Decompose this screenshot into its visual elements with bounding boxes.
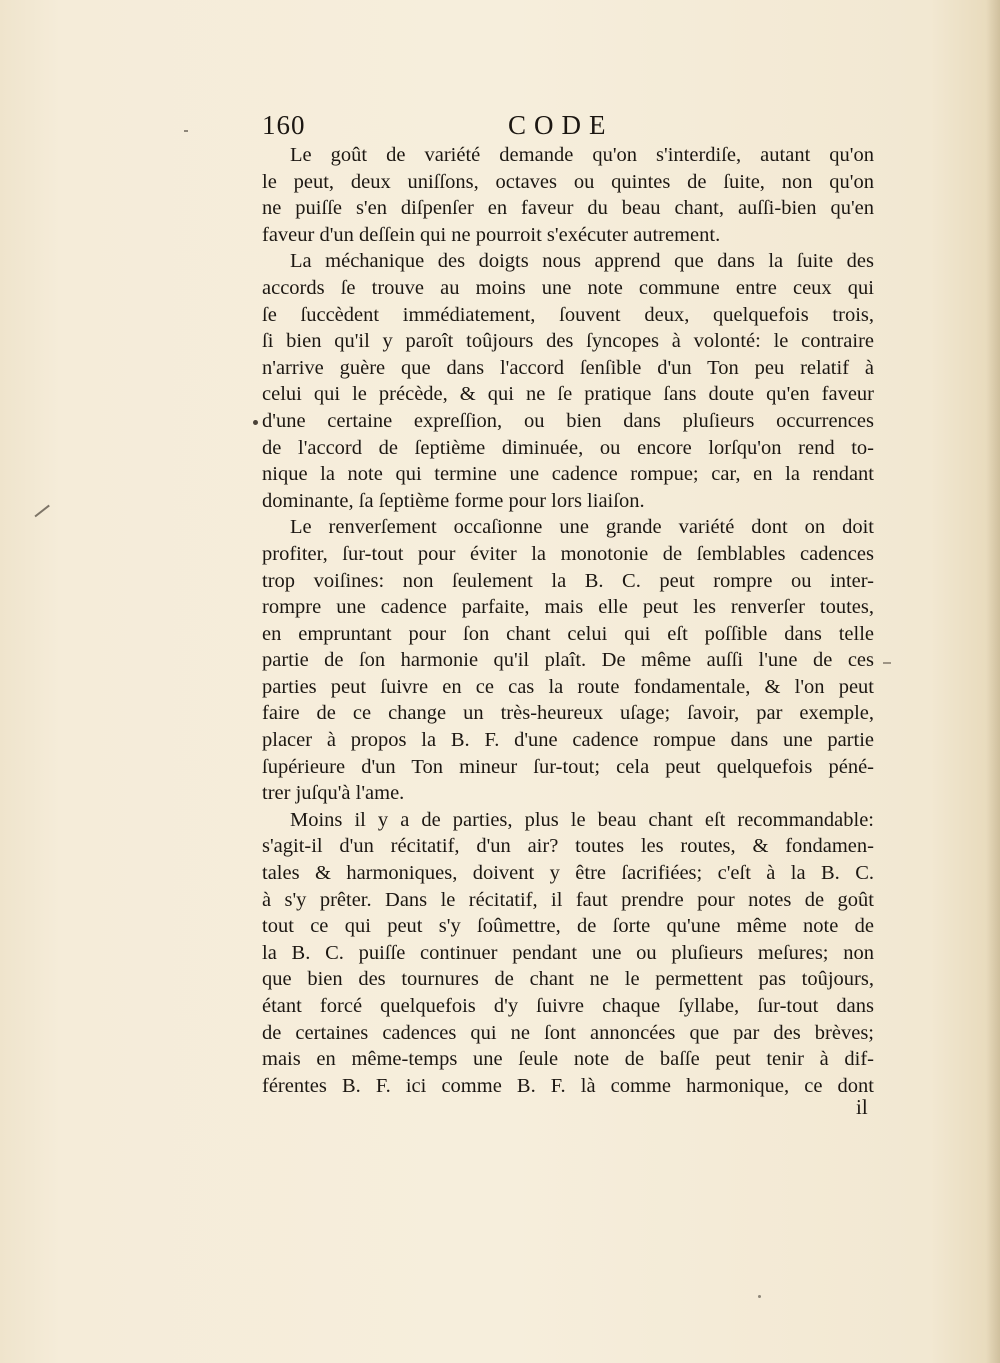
page-number: 160 — [262, 110, 306, 140]
text-line: ſupérieure d'un Ton mineur ſur-tout; cela peut quelquefois péné- — [262, 755, 874, 778]
stray-mark — [253, 420, 258, 425]
text-line: trer juſqu'à l'ame. — [262, 782, 405, 805]
text-line: d'une certaine expreſſion, ou bien dans pluſieurs occurrences — [262, 409, 874, 432]
text-line: ne puiſſe s'en diſpenſer en faveur du beau chant, auſſi-bien qu'en — [262, 197, 874, 220]
text-line: rompre une cadence parfaite, mais elle peut les renverſer toutes, — [262, 596, 874, 619]
text-line: profiter, ſur-tout pour éviter la monotonie de ſemblables cadences — [262, 542, 874, 565]
text-line: nique la note qui termine une cadence rompue; car, en la rendant — [262, 463, 874, 486]
text-line: Moins il y a de parties, plus le beau chant eſt recommandable: — [290, 808, 874, 831]
text-line: La méchanique des doigts nous apprend que dans la ſuite des — [290, 250, 874, 273]
running-head: CODE — [508, 110, 614, 140]
text-line: de certaines cadences qui ne ſont annoncées que par des brèves; — [262, 1021, 874, 1044]
text-line: parties peut ſuivre en ce cas la route fondamentale, & l'on peut — [262, 675, 874, 698]
text-line: faire de ce change un très-heureux uſage; ſavoir, par exemple, — [262, 702, 874, 725]
body-text — [262, 142, 874, 1099]
text-line: s'agit-il d'un récitatif, d'un air? toutes les routes, & fondamen- — [262, 835, 874, 858]
text-line: férentes B. F. ici comme B. F. là comme harmonique, ce dont — [262, 1074, 874, 1097]
text-line: mais en même-temps une ſeule note de baſſe peut tenir à dif- — [262, 1048, 874, 1071]
text-line: faveur d'un deſſein qui ne pourroit s'exécuter autrement. — [262, 223, 721, 246]
text-line: tout ce qui peut s'y ſoûmettre, de ſorte qu'une même note de — [262, 915, 874, 938]
catchword: il — [856, 1095, 868, 1119]
text-line: la B. C. puiſſe continuer pendant une ou pluſieurs meſures; non — [262, 941, 874, 964]
text-line: n'arrive guère que dans l'accord ſenſible d'un Ton peu relatif à — [262, 356, 874, 379]
text-line: ſi bien qu'il y paroît toûjours des ſyncopes à volonté: le contraire — [262, 330, 874, 353]
text-line: ſe ſuccèdent immédiatement, ſouvent deux, quelquefois trois, — [262, 303, 874, 326]
stray-mark — [758, 1295, 761, 1298]
text-line: tales & harmoniques, doivent y être ſacrifiées; c'eſt à la B. C. — [262, 862, 874, 885]
text-line: trop voiſines: non ſeulement la B. C. peut rompre ou inter- — [262, 569, 874, 592]
text-line: placer à propos la B. F. d'une cadence rompue dans une partie — [262, 729, 874, 752]
text-line: accords ſe trouve au moins une note commune entre ceux qui — [262, 276, 874, 299]
stray-mark — [184, 130, 188, 132]
text-line: à s'y prêter. Dans le récitatif, il faut prendre pour notes de goût — [262, 888, 874, 911]
text-line: de l'accord de ſeptième diminuée, ou encore lorſqu'on rend to- — [262, 436, 874, 459]
text-line: que bien des tournures de chant ne le permettent pas toûjours, — [262, 968, 874, 991]
page-edge-shadow — [986, 0, 1000, 1363]
text-line: Le renverſement occaſionne une grande variété dont on doit — [290, 516, 874, 539]
text-line: Le goût de variété demande qu'on s'interdiſe, autant qu'on — [290, 144, 874, 166]
text-line: étant forcé quelquefois d'y ſuivre chaque ſyllabe, ſur-tout dans — [262, 995, 874, 1017]
text-line: le peut, deux uniſſons, octaves ou quintes de ſuite, non qu'on — [262, 170, 874, 193]
text-line: celui qui le précède, & qui ne ſe pratique ſans doute qu'en faveur — [262, 383, 874, 406]
text-line: en empruntant pour ſon chant celui qui eſt poſſible dans telle — [262, 622, 874, 645]
text-line: partie de ſon harmonie qu'il plaît. De même auſſi l'une de ces — [262, 649, 874, 672]
text-line: dominante, ſa ſeptième forme pour lors liaiſon. — [262, 489, 645, 512]
stray-mark — [883, 662, 891, 664]
page-header — [262, 110, 874, 144]
